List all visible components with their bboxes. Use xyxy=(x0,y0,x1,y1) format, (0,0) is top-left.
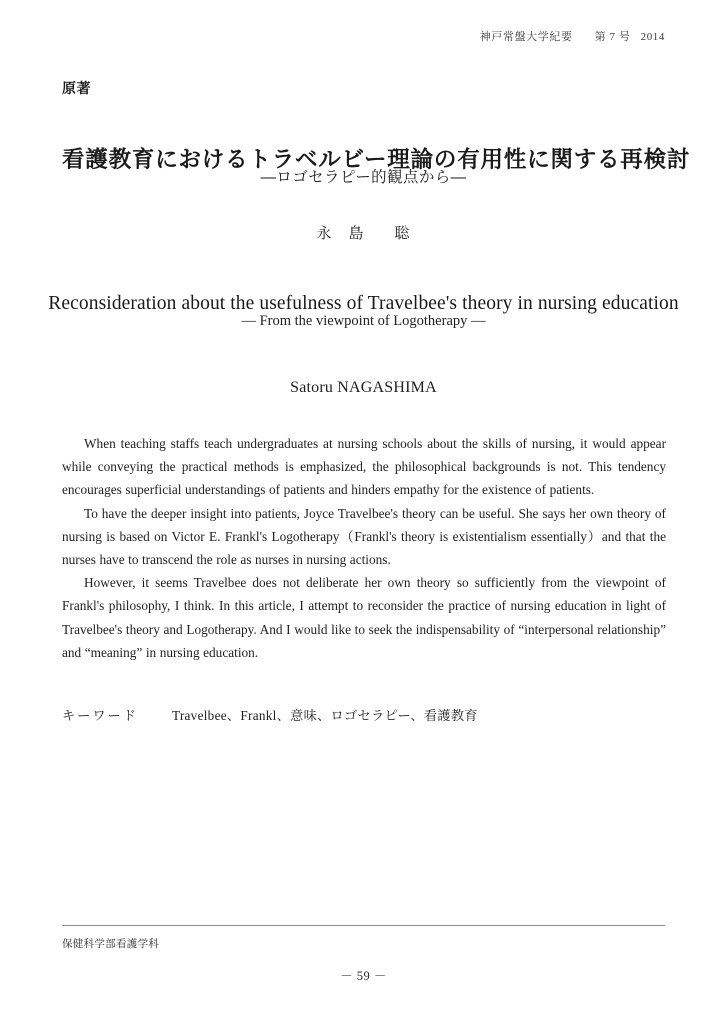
author-english: Satoru NAGASHIMA xyxy=(290,379,437,396)
running-head xyxy=(62,28,665,44)
keywords-values: Travelbee、Frankl、意味、ロゴセラピー、看護教育 xyxy=(171,708,478,723)
abstract-paragraph: When teaching staffs teach undergraduates at nursing schools about the skills of nursing, it would appear while conveying the practical methods is emphasized, the philosophical backgrounds is not. This tendency encourages superficial understandings of patients and hinders empathy for the existence of patients. xyxy=(62,436,666,498)
abstract-paragraph: To have the deeper insight into patients, Joyce Travelbee's theory can be useful. She says her own theory of nursing is based on Victor E. Frankl's Logotherapy（Frankl's theory is existentialism essentially）and that the nurses have to transcend the role as nurses in nursing actions. xyxy=(62,505,666,568)
author-japanese xyxy=(62,222,665,243)
author-japanese-family: 永 島 xyxy=(316,224,365,242)
running-head-issue: 第 7 号 xyxy=(594,31,631,43)
abstract-paragraph: However, it seems Travelbee does not deliberate her own theory so sufficiently from the viewpoint of Frankl's philosophy, I think. In this article, I attempt to reconsider the practice of nursing education in light of Travelbee's theory and Logotherapy. And I would like to seek the indispensability of “interpersonal relationship” and “meaning” in nursing education. xyxy=(62,575,666,660)
keywords-line xyxy=(62,705,665,724)
running-head-year: 2014 xyxy=(640,31,665,43)
author-affiliation: 保健科学部看護学科 xyxy=(62,938,160,950)
page-title-japanese: 看護教育におけるトラベルビー理論の有用性に関する再検討 xyxy=(62,147,691,174)
article-type-label: 原著 xyxy=(62,81,91,97)
keywords-label: キーワード xyxy=(62,709,138,724)
page-title-english: Reconsideration about the usefulness of Travelbee's theory in nursing education xyxy=(48,293,679,315)
page-subtitle-japanese: ―ロゴセラピー的観点から― xyxy=(260,168,467,186)
author-japanese-given: 聡 xyxy=(394,224,411,242)
footnote-divider xyxy=(62,925,665,926)
page-subtitle-english: ― From the viewpoint of Logotherapy ― xyxy=(241,313,486,329)
running-head-journal: 神戸常盤大学紀要 xyxy=(479,31,573,43)
abstract-body xyxy=(62,432,666,664)
page-number: － 59 － xyxy=(340,969,387,983)
